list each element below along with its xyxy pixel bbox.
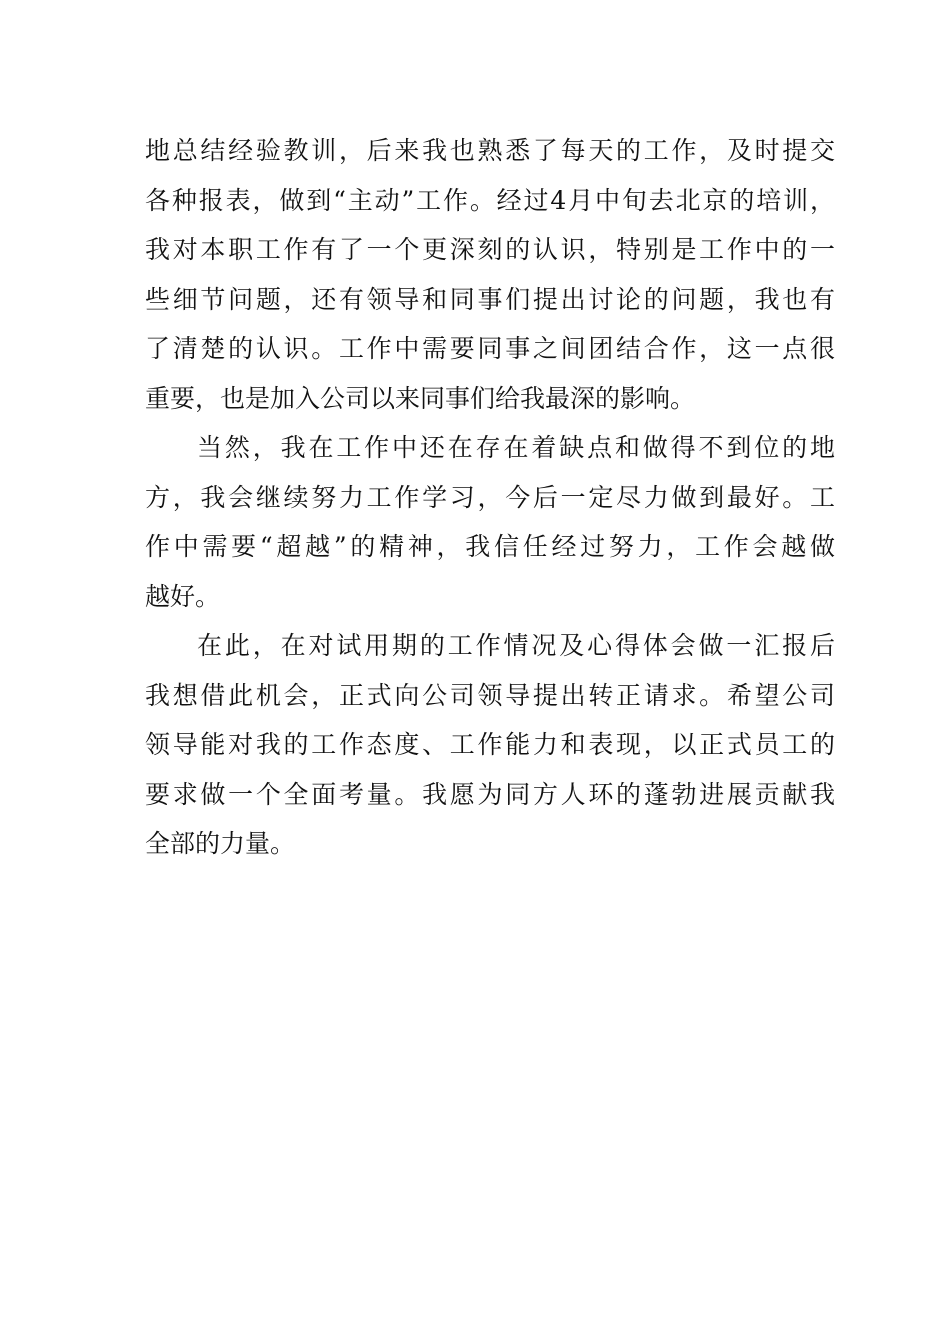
paragraph-line: 各种报表，做到“主动”工作。经过4月中旬去北京的培训， xyxy=(145,185,835,215)
paragraph-line: 我对本职工作有了一个更深刻的认识，特别是工作中的一 xyxy=(145,235,835,264)
document-body xyxy=(145,126,835,869)
paragraph-line: 地总结经验教训，后来我也熟悉了每天的工作，及时提交 xyxy=(145,136,835,165)
paragraph-line: 我想借此机会，正式向公司领导提出转正请求。希望公司 xyxy=(145,680,835,710)
paragraph-line: 越好。 xyxy=(145,581,221,611)
paragraph-2 xyxy=(145,423,835,621)
paragraph-line: 些细节问题，还有领导和同事们提出讨论的问题，我也有 xyxy=(145,284,835,314)
paragraph-line: 要求做一个全面考量。我愿为同方人环的蓬勃进展贡献我 xyxy=(145,779,835,809)
paragraph-1 xyxy=(145,126,835,423)
paragraph-line: 全部的力量。 xyxy=(145,829,296,858)
paragraph-line: 重要，也是加入公司以来同事们给我最深的影响。 xyxy=(145,383,696,413)
paragraph-3 xyxy=(145,621,835,869)
paragraph-line: 了清楚的认识。工作中需要同事之间团结合作，这一点很 xyxy=(145,334,835,363)
paragraph-line: 当然，我在工作中还在存在着缺点和做得不到位的地 xyxy=(197,433,835,462)
paragraph-line: 作中需要“超越”的精神，我信任经过努力，工作会越做 xyxy=(145,532,835,561)
paragraph-line: 方，我会继续努力工作学习，今后一定尽力做到最好。工 xyxy=(145,482,835,512)
paragraph-line: 在此，在对试用期的工作情况及心得体会做一汇报后 xyxy=(197,631,835,660)
paragraph-line: 领导能对我的工作态度、工作能力和表现，以正式员工的 xyxy=(145,730,835,759)
